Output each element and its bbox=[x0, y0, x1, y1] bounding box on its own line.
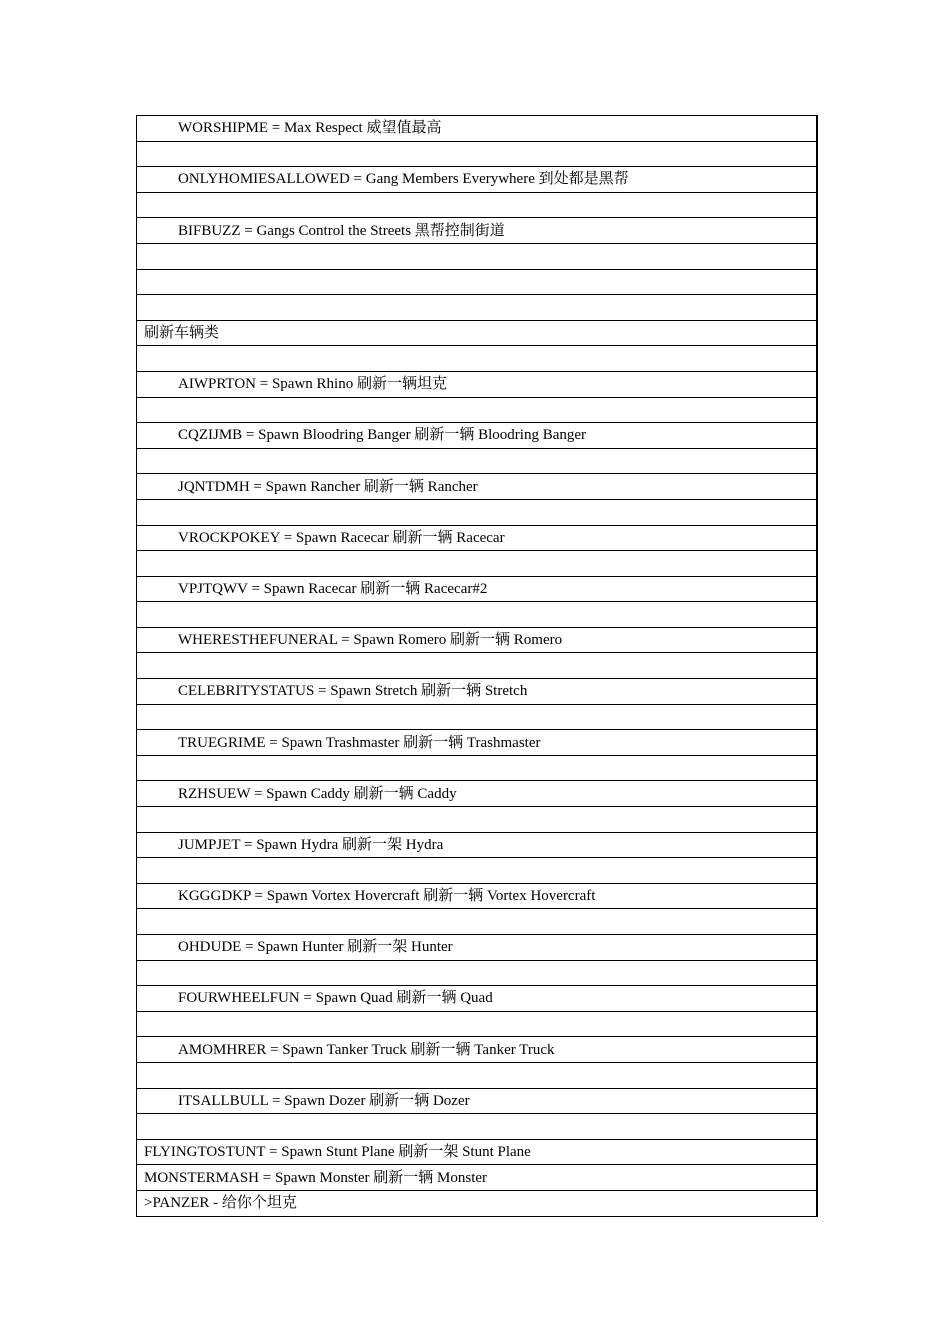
cheat-code-cell: MONSTERMASH = Spawn Monster 刷新一辆 Monster bbox=[137, 1165, 818, 1191]
empty-table-row bbox=[137, 704, 818, 730]
empty-table-row bbox=[137, 141, 818, 167]
cheat-code-cell: CQZIJMB = Spawn Bloodring Banger 刷新一辆 Bloodring Banger bbox=[137, 423, 818, 449]
table-row bbox=[137, 730, 818, 756]
empty-cell bbox=[137, 141, 818, 167]
empty-cell bbox=[137, 269, 818, 295]
empty-table-row bbox=[137, 499, 818, 525]
cheat-code-cell: CELEBRITYSTATUS = Spawn Stretch 刷新一辆 Stretch bbox=[137, 679, 818, 705]
table-row bbox=[137, 627, 818, 653]
empty-cell bbox=[137, 499, 818, 525]
cheat-code-cell: RZHSUEW = Spawn Caddy 刷新一辆 Caddy bbox=[137, 781, 818, 807]
cheat-code-cell: JQNTDMH = Spawn Rancher 刷新一辆 Rancher bbox=[137, 474, 818, 500]
cheat-code-cell: KGGGDKP = Spawn Vortex Hovercraft 刷新一辆 Vortex Hovercraft bbox=[137, 883, 818, 909]
cheat-code-cell: ITSALLBULL = Spawn Dozer 刷新一辆 Dozer bbox=[137, 1088, 818, 1114]
empty-table-row bbox=[137, 1011, 818, 1037]
empty-cell bbox=[137, 346, 818, 372]
table-row bbox=[137, 1088, 818, 1114]
table-row bbox=[137, 1165, 818, 1191]
empty-cell bbox=[137, 448, 818, 474]
table-row bbox=[137, 883, 818, 909]
empty-cell bbox=[137, 602, 818, 628]
table-row bbox=[137, 320, 818, 346]
cheat-code-cell: JUMPJET = Spawn Hydra 刷新一架 Hydra bbox=[137, 832, 818, 858]
cheat-code-cell: WORSHIPME = Max Respect 威望值最高 bbox=[137, 116, 818, 142]
empty-cell bbox=[137, 243, 818, 269]
cheat-code-cell: AIWPRTON = Spawn Rhino 刷新一辆坦克 bbox=[137, 371, 818, 397]
table-row bbox=[137, 116, 818, 142]
cheat-code-cell: 刷新车辆类 bbox=[137, 320, 818, 346]
table-row bbox=[137, 218, 818, 244]
empty-table-row bbox=[137, 960, 818, 986]
table-row bbox=[137, 167, 818, 193]
cheat-code-cell: WHERESTHEFUNERAL = Spawn Romero 刷新一辆 Romero bbox=[137, 627, 818, 653]
empty-table-row bbox=[137, 602, 818, 628]
cheat-code-cell: VPJTQWV = Spawn Racecar 刷新一辆 Racecar#2 bbox=[137, 576, 818, 602]
empty-cell bbox=[137, 858, 818, 884]
cheat-code-cell: BIFBUZZ = Gangs Control the Streets 黑帮控制街道 bbox=[137, 218, 818, 244]
empty-table-row bbox=[137, 243, 818, 269]
empty-cell bbox=[137, 807, 818, 833]
cheat-code-cell: TRUEGRIME = Spawn Trashmaster 刷新一辆 Trashmaster bbox=[137, 730, 818, 756]
empty-table-row bbox=[137, 1062, 818, 1088]
empty-table-row bbox=[137, 192, 818, 218]
table-row bbox=[137, 781, 818, 807]
cheat-code-cell: ONLYHOMIESALLOWED = Gang Members Everywhere 到处都是黑帮 bbox=[137, 167, 818, 193]
cheat-code-cell: >PANZER - 给你个坦克 bbox=[137, 1190, 818, 1216]
empty-cell bbox=[137, 909, 818, 935]
table-row bbox=[137, 832, 818, 858]
empty-cell bbox=[137, 397, 818, 423]
table-row bbox=[137, 423, 818, 449]
empty-table-row bbox=[137, 858, 818, 884]
table-row bbox=[137, 1037, 818, 1063]
cheat-code-cell: OHDUDE = Spawn Hunter 刷新一架 Hunter bbox=[137, 935, 818, 961]
table-row bbox=[137, 474, 818, 500]
cheat-code-cell: FOURWHEELFUN = Spawn Quad 刷新一辆 Quad bbox=[137, 986, 818, 1012]
empty-cell bbox=[137, 551, 818, 577]
table-row bbox=[137, 525, 818, 551]
empty-table-row bbox=[137, 397, 818, 423]
cheat-code-cell: AMOMHRER = Spawn Tanker Truck 刷新一辆 Tanker Truck bbox=[137, 1037, 818, 1063]
table-row bbox=[137, 935, 818, 961]
empty-table-row bbox=[137, 755, 818, 781]
empty-table-row bbox=[137, 1114, 818, 1140]
table-row bbox=[137, 679, 818, 705]
empty-cell bbox=[137, 1011, 818, 1037]
empty-cell bbox=[137, 653, 818, 679]
empty-cell bbox=[137, 192, 818, 218]
empty-cell bbox=[137, 960, 818, 986]
empty-table-row bbox=[137, 448, 818, 474]
cheat-code-cell: VROCKPOKEY = Spawn Racecar 刷新一辆 Racecar bbox=[137, 525, 818, 551]
table-row bbox=[137, 1190, 818, 1216]
empty-cell bbox=[137, 1062, 818, 1088]
empty-cell bbox=[137, 704, 818, 730]
empty-table-row bbox=[137, 346, 818, 372]
empty-cell bbox=[137, 755, 818, 781]
cheat-code-cell: FLYINGTOSTUNT = Spawn Stunt Plane 刷新一架 Stunt Plane bbox=[137, 1139, 818, 1165]
cheat-code-table bbox=[136, 115, 818, 1217]
table-row bbox=[137, 371, 818, 397]
empty-table-row bbox=[137, 653, 818, 679]
empty-table-row bbox=[137, 807, 818, 833]
table-row bbox=[137, 1139, 818, 1165]
table-row bbox=[137, 576, 818, 602]
empty-cell bbox=[137, 1114, 818, 1140]
cheat-code-table-body bbox=[137, 116, 818, 1217]
empty-table-row bbox=[137, 269, 818, 295]
empty-table-row bbox=[137, 909, 818, 935]
table-row bbox=[137, 986, 818, 1012]
empty-table-row bbox=[137, 295, 818, 321]
empty-cell bbox=[137, 295, 818, 321]
empty-table-row bbox=[137, 551, 818, 577]
